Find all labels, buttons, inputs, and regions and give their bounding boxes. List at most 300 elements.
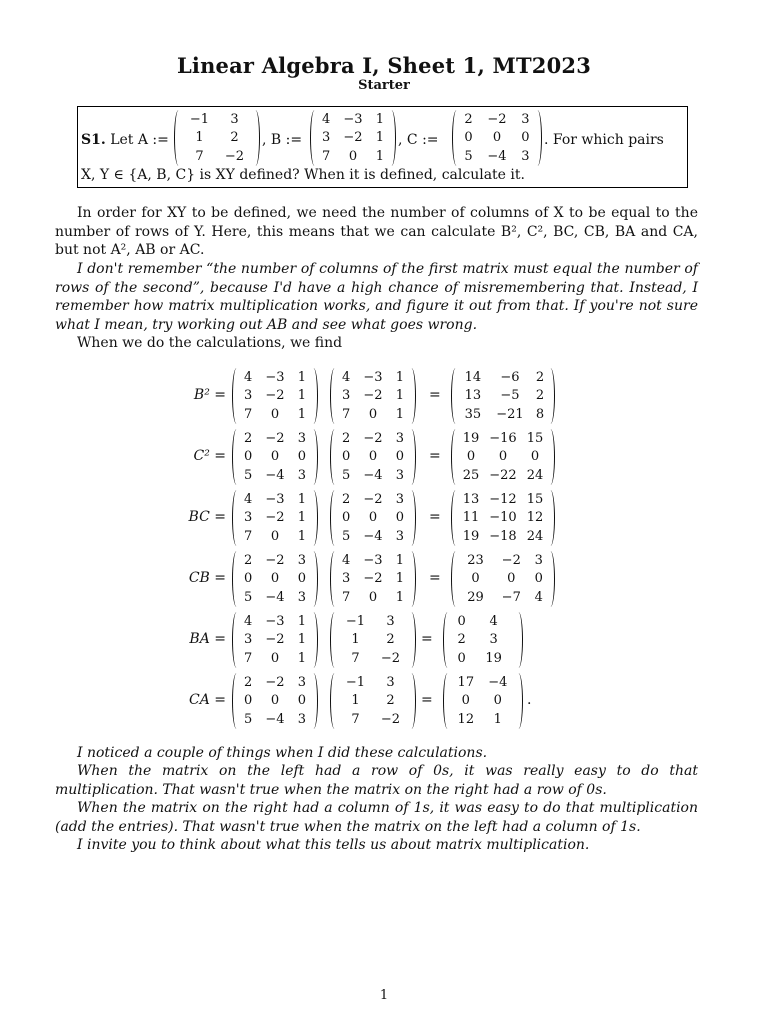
matrix-entry: 7 <box>243 651 253 667</box>
matrix-entry: 0 <box>492 130 502 146</box>
matrix-entry: 2 <box>535 369 545 385</box>
right-paren <box>309 490 318 546</box>
matrix-entry: 1 <box>395 590 405 606</box>
matrix-entry: −3 <box>363 369 383 385</box>
matrix-entry: 0 <box>270 449 280 465</box>
matrix-entry: 0 <box>457 651 466 667</box>
matrix-entry: −2 <box>265 388 285 404</box>
matrix-row <box>240 527 310 546</box>
calc-right-matrix <box>330 673 416 729</box>
sep-b-text: , B := <box>262 132 303 148</box>
matrix-entry: 0 <box>534 571 543 587</box>
matrix-entry: 4 <box>321 111 331 127</box>
matrix-row <box>318 129 388 148</box>
matrix-entry: −2 <box>265 632 285 648</box>
matrix-row <box>338 673 408 692</box>
calc-result-matrix <box>451 368 555 424</box>
matrix-entry: 4 <box>489 613 498 629</box>
right-paren <box>407 490 416 546</box>
calc-lhs: CB = <box>188 570 226 586</box>
matrix-entry: −21 <box>496 407 524 423</box>
matrix-entry: 3 <box>297 590 307 606</box>
matrix-entries <box>318 110 388 166</box>
matrix-entry: 4 <box>534 590 543 606</box>
calc-left-matrix <box>232 612 318 668</box>
matrix-entry: 29 <box>467 590 484 606</box>
matrix-entry: −3 <box>265 491 285 507</box>
matrix-entry: −4 <box>265 712 285 728</box>
matrix-entry: 0 <box>297 693 307 709</box>
matrix-entry: 0 <box>457 613 466 629</box>
right-paren <box>533 110 542 166</box>
matrix-entry: 0 <box>507 571 516 587</box>
matrix-entry: −18 <box>489 529 517 545</box>
matrix-entry: 0 <box>270 529 280 545</box>
matrix-b <box>310 110 396 166</box>
note-3: When the matrix on the right had a column of 1s, it was easy to do that multiplication (add the entries). That wasn't true when the matrix on the left had a column of 1s. <box>55 800 698 835</box>
note-1: I noticed a couple of things when I did these calculations. <box>77 745 488 761</box>
matrix-entry: 7 <box>321 149 331 165</box>
matrix-entry: 0 <box>464 130 473 146</box>
question-line-1 <box>81 132 169 148</box>
matrix-entry: 3 <box>489 632 498 648</box>
matrix-entry: 1 <box>395 552 405 568</box>
matrix-entry: 3 <box>230 111 239 127</box>
matrix-entry: 0 <box>368 407 378 423</box>
matrix-entry: −2 <box>265 552 285 568</box>
equals-sign: = <box>429 448 441 464</box>
note-2: When the matrix on the left had a row of 0s, it was really easy to do that multiplication. That wasn't true when the matrix on the right had a row of 0s. <box>55 763 698 798</box>
matrix-row <box>459 588 547 607</box>
matrix-entry: −2 <box>363 430 383 446</box>
matrix-entries <box>338 673 408 729</box>
matrix-row <box>338 405 408 424</box>
matrix-entry: 3 <box>243 388 253 404</box>
calc-right-matrix <box>330 429 416 485</box>
calc-left-matrix <box>232 429 318 485</box>
matrix-entry: 13 <box>464 388 482 404</box>
matrix-row <box>182 129 252 148</box>
matrix-entry: −3 <box>343 111 363 127</box>
matrix-entry: 3 <box>243 510 253 526</box>
matrix-row <box>459 429 547 448</box>
right-paren <box>407 368 416 424</box>
matrix-entry: 19 <box>485 651 502 667</box>
matrix-entry: 3 <box>297 674 307 690</box>
matrix-entry: −2 <box>363 571 383 587</box>
matrix-entry: 4 <box>243 369 253 385</box>
question-line-2: X, Y ∈ {A, B, C} is XY defined? When it is defined, calculate it. <box>81 167 525 183</box>
matrix-entry: −2 <box>265 510 285 526</box>
matrix-entry: −1 <box>189 111 210 127</box>
matrix-entry: 5 <box>243 468 253 484</box>
matrix-entry: 2 <box>230 130 239 146</box>
right-paren <box>309 612 318 668</box>
calc-left-matrix <box>232 551 318 607</box>
matrix-entries <box>451 612 515 668</box>
matrix-entry: 35 <box>464 407 482 423</box>
matrix-a <box>174 110 260 166</box>
right-paren <box>546 429 555 485</box>
matrix-entry: 0 <box>395 449 405 465</box>
matrix-entry: 7 <box>351 651 360 667</box>
calc-right-matrix <box>330 490 416 546</box>
matrix-entry: 0 <box>498 449 508 465</box>
matrix-entry: 25 <box>462 468 480 484</box>
matrix-entry: 19 <box>462 529 480 545</box>
matrix-entry: 1 <box>297 491 307 507</box>
matrix-entry: 24 <box>526 468 544 484</box>
calc-right-matrix <box>330 612 416 668</box>
equals-sign: = <box>421 692 433 708</box>
matrix-entry: 7 <box>341 407 351 423</box>
matrix-entry: 0 <box>341 510 351 526</box>
right-paren <box>514 673 523 729</box>
matrix-entry: 19 <box>462 430 480 446</box>
calc-lhs: B² = <box>193 387 226 403</box>
matrix-row <box>240 466 310 485</box>
matrix-entries <box>460 110 534 166</box>
matrix-entry: 7 <box>243 529 253 545</box>
matrix-entry: 2 <box>341 430 351 446</box>
matrix-entry: −22 <box>489 468 517 484</box>
matrix-entry: −6 <box>500 369 520 385</box>
matrix-entry: 4 <box>243 613 253 629</box>
matrix-entry: −4 <box>265 468 285 484</box>
matrix-entries <box>338 490 408 546</box>
right-paren <box>309 429 318 485</box>
matrix-entry: 0 <box>341 449 351 465</box>
matrix-entry: 2 <box>464 111 473 127</box>
matrix-entry: 1 <box>493 712 502 728</box>
matrix-entry: 3 <box>297 712 307 728</box>
matrix-row <box>338 570 408 589</box>
calc-right-matrix <box>330 551 416 607</box>
matrix-entry: 0 <box>243 571 253 587</box>
matrix-row <box>338 448 408 467</box>
matrix-row <box>338 387 408 406</box>
matrix-entry: 3 <box>395 491 405 507</box>
matrix-entries <box>459 551 547 607</box>
matrix-entry: 3 <box>386 613 395 629</box>
matrix-row <box>240 649 310 668</box>
question-box <box>77 106 688 188</box>
matrix-row <box>240 368 310 387</box>
matrix-entry: 3 <box>521 149 530 165</box>
matrix-entry: 3 <box>521 111 530 127</box>
matrix-entry: 2 <box>243 552 253 568</box>
calc-result-matrix <box>443 673 523 729</box>
matrix-entry: 5 <box>341 529 351 545</box>
matrix-row <box>451 612 515 631</box>
final-period: . <box>527 692 532 708</box>
calc-lhs: C² = <box>193 448 226 464</box>
matrix-row <box>240 612 310 631</box>
matrix-row <box>459 387 547 406</box>
matrix-entry: 4 <box>243 491 253 507</box>
matrix-entry: −2 <box>380 651 401 667</box>
matrix-entry: −1 <box>345 674 366 690</box>
matrix-entries <box>459 368 547 424</box>
right-paren <box>407 551 416 607</box>
right-paren <box>387 110 396 166</box>
matrix-entry: 7 <box>243 407 253 423</box>
matrix-entry: 0 <box>243 449 253 465</box>
calc-lhs: CA = <box>188 692 226 708</box>
matrix-entries <box>459 490 547 546</box>
matrix-entry: 3 <box>341 388 351 404</box>
matrix-row <box>459 490 547 509</box>
matrix-row <box>338 509 408 528</box>
matrix-entry: −12 <box>489 491 517 507</box>
matrix-entry: 1 <box>375 111 385 127</box>
matrix-entry: 3 <box>297 430 307 446</box>
right-paren <box>546 490 555 546</box>
matrix-row <box>240 551 310 570</box>
matrix-entry: 0 <box>530 449 540 465</box>
sheet-title: Linear Algebra I, Sheet 1, MT2023 <box>176 53 592 78</box>
matrix-entry: 3 <box>297 468 307 484</box>
matrix-entries <box>459 429 547 485</box>
matrix-entry: 0 <box>521 130 530 146</box>
matrix-entry: 13 <box>462 491 480 507</box>
matrix-row <box>240 448 310 467</box>
matrix-entry: 1 <box>375 149 385 165</box>
matrix-row <box>338 612 408 631</box>
matrix-entry: 2 <box>386 693 395 709</box>
matrix-row <box>459 466 547 485</box>
matrix-entry: 1 <box>297 510 307 526</box>
matrix-entry: 15 <box>526 491 544 507</box>
matrix-entries <box>240 612 310 668</box>
matrix-entries <box>240 551 310 607</box>
matrix-entry: −3 <box>265 369 285 385</box>
matrix-entry: 5 <box>464 149 473 165</box>
matrix-entry: 3 <box>395 468 405 484</box>
right-paren <box>407 612 416 668</box>
calc-left-matrix <box>232 673 318 729</box>
matrix-entry: −2 <box>343 130 363 146</box>
matrix-entry: 3 <box>297 552 307 568</box>
matrix-row <box>318 110 388 129</box>
calc-left-matrix <box>232 490 318 546</box>
matrix-entry: 1 <box>195 130 204 146</box>
matrix-entry: 3 <box>341 571 351 587</box>
matrix-entry: 8 <box>535 407 545 423</box>
matrix-entry: 0 <box>466 449 476 465</box>
matrix-entry: 0 <box>297 571 307 587</box>
calc-lhs: BC = <box>188 509 226 525</box>
matrix-entry: 4 <box>341 369 351 385</box>
matrix-row <box>451 673 515 692</box>
matrix-entry: −2 <box>363 388 383 404</box>
matrix-row <box>451 710 515 729</box>
matrix-entry: 1 <box>395 571 405 587</box>
matrix-entry: −3 <box>265 613 285 629</box>
matrix-entry: 0 <box>461 693 470 709</box>
matrix-entry: 7 <box>195 149 204 165</box>
matrix-entry: 17 <box>457 674 475 690</box>
let-a-text: Let A := <box>110 132 169 148</box>
matrix-entries <box>240 429 310 485</box>
matrix-entry: −4 <box>363 468 383 484</box>
right-paren <box>309 673 318 729</box>
matrix-row <box>338 466 408 485</box>
matrix-entry: 0 <box>297 449 307 465</box>
matrix-entries <box>338 612 408 668</box>
matrix-entry: −2 <box>380 712 401 728</box>
sep-c-text: , C := <box>398 132 439 148</box>
matrix-row <box>459 368 547 387</box>
matrix-entry: −1 <box>345 613 366 629</box>
matrix-entry: 2 <box>386 632 395 648</box>
matrix-row <box>240 570 310 589</box>
matrix-entry: 0 <box>368 449 378 465</box>
matrix-entry: −10 <box>489 510 517 526</box>
matrix-row <box>182 147 252 166</box>
matrix-row <box>240 673 310 692</box>
matrix-entry: −3 <box>363 552 383 568</box>
calc-lhs: BA = <box>189 631 226 647</box>
matrix-row <box>459 551 547 570</box>
matrix-row <box>240 490 310 509</box>
matrix-row <box>338 368 408 387</box>
matrix-row <box>338 551 408 570</box>
matrix-row <box>240 429 310 448</box>
matrix-c <box>452 110 542 166</box>
matrix-row <box>460 110 534 129</box>
matrix-entry: −4 <box>488 674 508 690</box>
matrix-row <box>460 147 534 166</box>
matrix-entry: 0 <box>471 571 480 587</box>
solution-paragraph-3: When we do the calculations, we find <box>77 335 343 351</box>
matrix-row <box>338 710 408 729</box>
matrix-row <box>459 570 547 589</box>
equals-sign: = <box>429 509 441 525</box>
matrix-entry: −2 <box>501 552 521 568</box>
right-paren <box>251 110 260 166</box>
matrix-entry: 2 <box>341 491 351 507</box>
matrix-entries <box>240 368 310 424</box>
matrix-entry: 2 <box>243 674 253 690</box>
matrix-row <box>338 631 408 650</box>
matrix-entry: 2 <box>457 632 466 648</box>
matrix-row <box>459 509 547 528</box>
matrix-entry: 1 <box>395 407 405 423</box>
calc-right-matrix <box>330 368 416 424</box>
matrix-entry: 12 <box>457 712 475 728</box>
matrix-row <box>338 490 408 509</box>
calc-left-matrix <box>232 368 318 424</box>
right-paren <box>309 551 318 607</box>
matrix-entry: 1 <box>297 632 307 648</box>
matrix-entry: 0 <box>270 571 280 587</box>
matrix-entry: 4 <box>341 552 351 568</box>
matrix-entries <box>240 490 310 546</box>
matrix-entry: −2 <box>224 149 245 165</box>
matrix-entry: 3 <box>534 552 543 568</box>
matrix-entry: 24 <box>526 529 544 545</box>
right-paren <box>546 551 555 607</box>
matrix-entry: 7 <box>351 712 360 728</box>
matrix-entry: −16 <box>489 430 517 446</box>
right-paren <box>407 673 416 729</box>
matrix-entries <box>451 673 515 729</box>
matrix-row <box>338 588 408 607</box>
question-label: S1. <box>81 132 106 148</box>
matrix-entry: −7 <box>501 590 521 606</box>
matrix-entry: 1 <box>375 130 385 146</box>
matrix-row <box>459 405 547 424</box>
matrix-entry: 5 <box>341 468 351 484</box>
matrix-entry: −2 <box>265 430 285 446</box>
matrix-row <box>338 692 408 711</box>
right-paren <box>514 612 523 668</box>
matrix-entries <box>338 429 408 485</box>
matrix-entry: 0 <box>270 407 280 423</box>
right-paren <box>546 368 555 424</box>
matrix-entry: 2 <box>535 388 545 404</box>
matrix-entry: 0 <box>270 651 280 667</box>
matrix-entries <box>182 110 252 166</box>
right-paren <box>407 429 416 485</box>
matrix-row <box>240 405 310 424</box>
matrix-entry: 5 <box>243 590 253 606</box>
matrix-entry: −4 <box>487 149 507 165</box>
matrix-entry: 7 <box>341 590 351 606</box>
calc-result-matrix <box>451 429 555 485</box>
matrix-entry: 1 <box>395 388 405 404</box>
matrix-entries <box>338 368 408 424</box>
matrix-row <box>182 110 252 129</box>
matrix-entry: 1 <box>297 369 307 385</box>
equals-sign: = <box>429 570 441 586</box>
page-number: 1 <box>379 988 389 1003</box>
matrix-entry: 1 <box>297 613 307 629</box>
matrix-entry: 1 <box>297 529 307 545</box>
matrix-entry: 3 <box>395 529 405 545</box>
matrix-entry: 2 <box>243 430 253 446</box>
matrix-entry: 5 <box>243 712 253 728</box>
matrix-entry: 0 <box>368 510 378 526</box>
matrix-row <box>240 710 310 729</box>
equals-sign: = <box>421 631 433 647</box>
matrix-entry: −2 <box>487 111 507 127</box>
matrix-entry: −5 <box>500 388 520 404</box>
note-4: I invite you to think about what this tells us about matrix multiplication. <box>77 837 590 853</box>
matrix-entry: 1 <box>297 651 307 667</box>
right-paren <box>309 368 318 424</box>
matrix-row <box>459 527 547 546</box>
calc-result-matrix <box>451 551 555 607</box>
matrix-row <box>338 429 408 448</box>
matrix-entry: 1 <box>351 693 360 709</box>
matrix-entries <box>338 551 408 607</box>
matrix-entry: −2 <box>363 491 383 507</box>
matrix-entry: 1 <box>351 632 360 648</box>
matrix-row <box>451 692 515 711</box>
matrix-entry: 0 <box>270 693 280 709</box>
matrix-entry: 0 <box>493 693 502 709</box>
matrix-entry: 0 <box>243 693 253 709</box>
matrix-row <box>240 631 310 650</box>
matrix-entry: 23 <box>467 552 484 568</box>
matrix-row <box>451 649 515 668</box>
matrix-entry: 11 <box>462 510 480 526</box>
matrix-entry: 1 <box>297 407 307 423</box>
calc-result-matrix <box>443 612 523 668</box>
matrix-entry: 3 <box>386 674 395 690</box>
